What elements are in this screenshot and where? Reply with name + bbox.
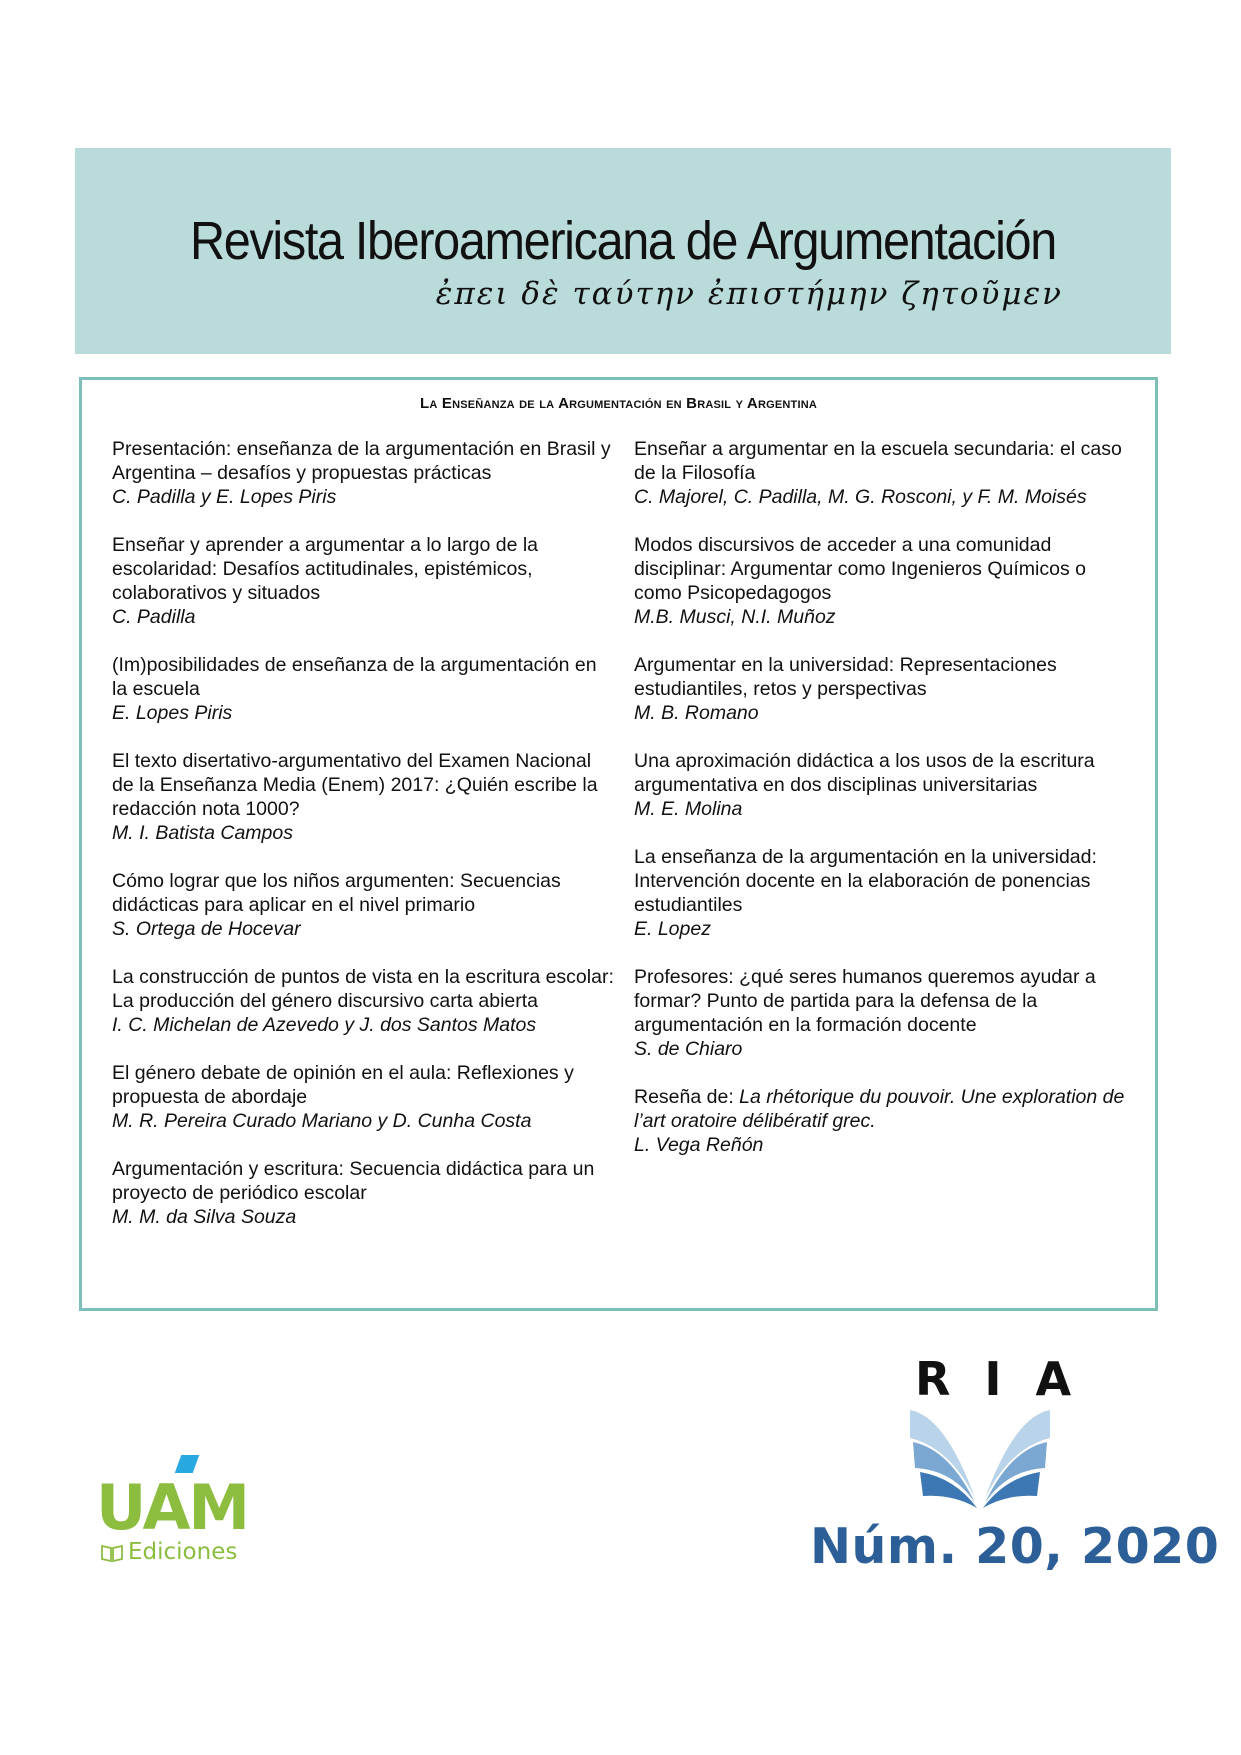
entry-authors: C. Padilla [112,606,196,628]
book-icon [100,1543,124,1563]
issue-number: Núm. 20, 2020 [810,1518,1220,1575]
uam-ediciones-logo [96,1455,276,1570]
toc-entry[interactable] [112,869,617,941]
entry-title: Enseñar y aprender a argumentar a lo largo de la escolaridad: Desafíos actitudinales, epistémicos, colaborativos y situados [112,534,539,604]
entry-title: Una aproximación didáctica a los usos de la escritura argumentativa en dos disciplinas universitarias [634,750,1095,796]
entry-authors: M. B. Romano [634,702,759,724]
entry-authors: E. Lopes Piris [112,702,233,724]
entry-title: Modos discursivos de acceder a una comunidad disciplinar: Argumentar como Ingenieros Químicos o como Psicopedagogos [634,534,1086,604]
entry-authors: S. de Chiaro [634,1038,743,1060]
toc-heading: La Enseñanza de la Argumentación en Brasil y Argentina [420,395,817,412]
toc-entry[interactable] [112,533,617,629]
entry-authors: M. R. Pereira Curado Mariano y D. Cunha Costa [112,1110,532,1132]
toc-entry[interactable] [634,845,1134,941]
entry-title: El texto disertativo-argumentativo del Examen Nacional de la Enseñanza Media (Enem) 2017: ¿Quién escribe la redacción nota 1000? [112,750,598,820]
entry-title: Enseñar a argumentar en la escuela secundaria: el caso de la Filosofía [634,438,1122,484]
toc-entry[interactable] [634,653,1134,725]
toc-entry[interactable] [634,749,1134,821]
review-prefix: Reseña de: [634,1086,740,1108]
review-book-title: La rhétorique du pouvoir. Une exploration de l’art oratoire délibératif grec. [634,1086,1125,1132]
uam-logo-letters: UAM [96,1471,249,1544]
uam-ediciones-text: Ediciones [128,1539,238,1565]
entry-authors: I. C. Michelan de Azevedo y J. dos Santos Matos [112,1014,537,1036]
toc-entry[interactable] [112,1061,617,1133]
entry-title: Argumentar en la universidad: Representaciones estudiantiles, retos y perspectivas [634,654,1057,700]
review-line [634,1085,1134,1133]
entry-title: Argumentación y escritura: Secuencia didáctica para un proyecto de periódico escolar [112,1158,595,1204]
entry-title: La enseñanza de la argumentación en la universidad: Intervención docente en la elaboración de ponencias estudiantiles [634,846,1097,916]
entry-title: Profesores: ¿qué seres humanos queremos ayudar a formar? Punto de partida para la defensa de la argumentación en la formación docente [634,966,1096,1036]
entry-authors: C. Padilla y E. Lopes Piris [112,486,337,508]
entry-authors: M. I. Batista Campos [112,822,293,844]
entry-title: Cómo lograr que los niños argumenten: Secuencias didácticas para aplicar en el nivel primario [112,870,561,916]
entry-authors: C. Majorel, C. Padilla, M. G. Rosconi, y F. M. Moisés [634,486,1087,508]
entry-title: Presentación: enseñanza de la argumentación en Brasil y Argentina – desafíos y propuestas prácticas [112,438,611,484]
open-book-wings-icon [905,1408,1055,1518]
toc-entry[interactable] [634,965,1134,1061]
ria-logo-letters: RIA [915,1352,1106,1406]
entry-title: La construcción de puntos de vista en la escritura escolar: La producción del género discursivo carta abierta [112,966,614,1012]
entry-title: (Im)posibilidades de enseñanza de la argumentación en la escuela [112,654,597,700]
header-banner [75,148,1171,354]
toc-entry[interactable] [112,653,617,725]
journal-motto: ἐπει δὲ ταύτην ἐπιστήμην ζητοῦμεν [435,276,1063,312]
entry-authors: M.B. Musci, N.I. Muñoz [634,606,836,628]
toc-entry[interactable] [112,437,617,509]
toc-entry-review[interactable] [634,1085,1134,1157]
toc-right-column [634,437,1134,1181]
journal-title: Revista Iberoamericana de Argumentación [190,211,1056,271]
entry-authors: L. Vega Reñón [634,1134,764,1156]
toc-entry[interactable] [112,749,617,845]
toc-entry[interactable] [112,965,617,1037]
entry-authors: E. Lopez [634,918,711,940]
entry-authors: S. Ortega de Hocevar [112,918,301,940]
table-of-contents [79,377,1158,1311]
toc-entry[interactable] [634,437,1134,509]
toc-entry[interactable] [112,1157,617,1229]
toc-left-column [112,437,617,1253]
toc-entry[interactable] [634,533,1134,629]
entry-authors: M. E. Molina [634,798,743,820]
entry-authors: M. M. da Silva Souza [112,1206,297,1228]
uam-logo-subtitle [100,1539,237,1565]
entry-title: El género debate de opinión en el aula: Reflexiones y propuesta de abordaje [112,1062,574,1108]
